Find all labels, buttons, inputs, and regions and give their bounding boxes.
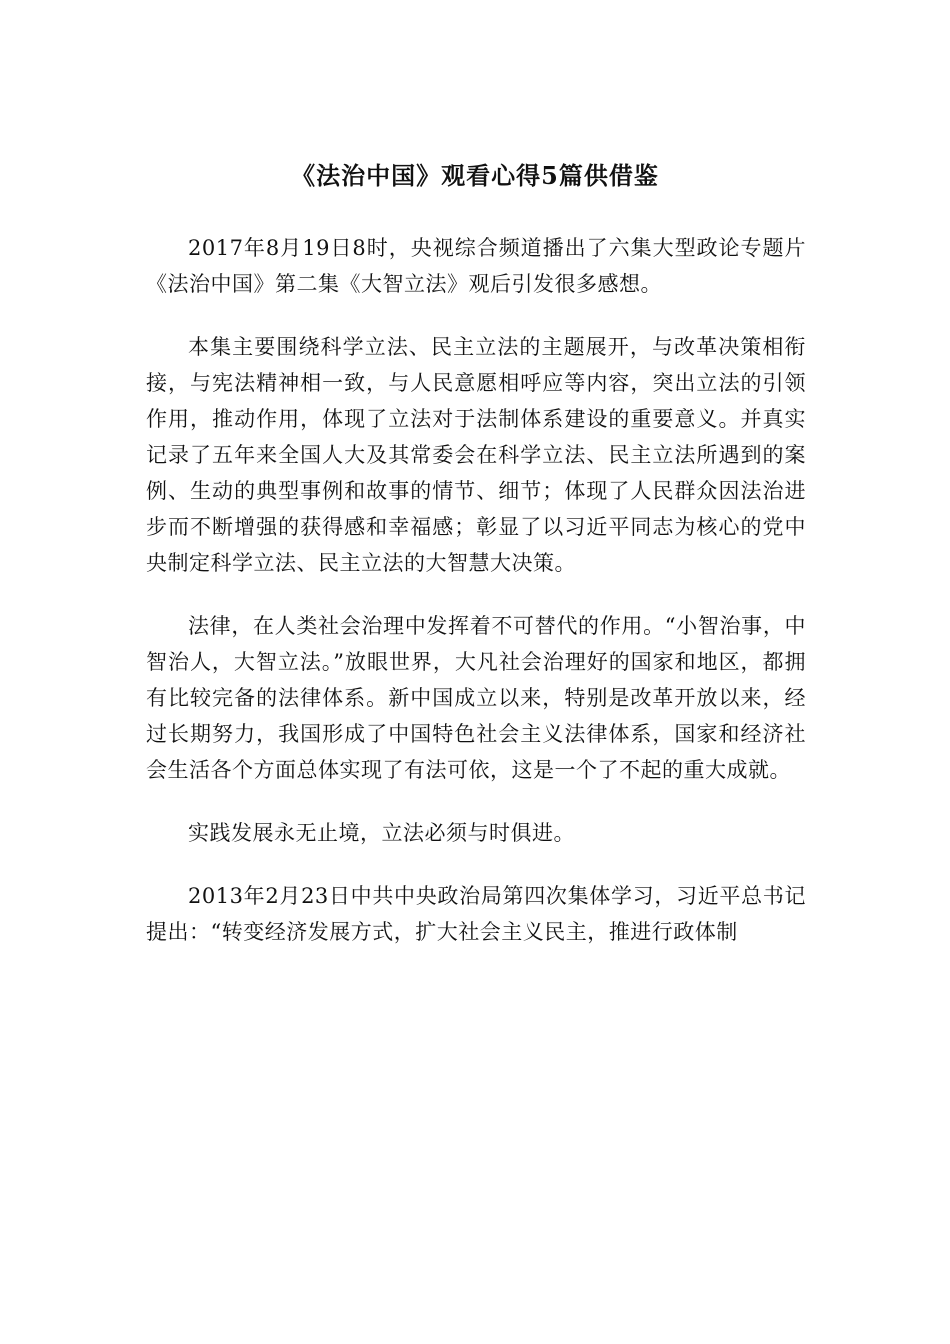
- paragraph-1: 2017年8月19日8时，央视综合频道播出了六集大型政论专题片《法治中国》第二集《大智立法》观后引发很多感想。: [146, 236, 806, 296]
- paragraph-5: 2013年2月23日中共中央政治局第四次集体学习，习近平总书记提出：“转变经济发展方式，扩大社会主义民主，推进行政体制: [146, 884, 806, 944]
- document-body: [146, 230, 806, 977]
- paragraph-3: 法律，在人类社会治理中发挥着不可替代的作用。“小智治事，中智治人，大智立法。”放眼世界，大凡社会治理好的国家和地区，都拥有比较完备的法律体系。新中国成立以来，特别是改革开放以来，经过长期努力，我国形成了中国特色社会主义法律体系，国家和经济社会生活各个方面总体实现了有法可依，这是一个了不起的重大成就。: [146, 614, 806, 782]
- document-title: 《法治中国》观看心得5篇供借鉴: [291, 161, 659, 190]
- paragraph-2: 本集主要围绕科学立法、民主立法的主题展开，与改革决策相衔接，与宪法精神相一致，与人民意愿相呼应等内容，突出立法的引领作用，推动作用，体现了立法对于法制体系建设的重要意义。并真实记录了五年来全国人大及其常委会在科学立法、民主立法所遇到的案例、生动的典型事例和故事的情节、细节；体现了人民群众因法治进步而不断增强的获得感和幸福感；彰显了以习近平同志为核心的党中央制定科学立法、民主立法的大智慧大决策。: [146, 335, 806, 575]
- paragraph-4: 实践发展永无止境，立法必须与时俱进。: [188, 821, 575, 845]
